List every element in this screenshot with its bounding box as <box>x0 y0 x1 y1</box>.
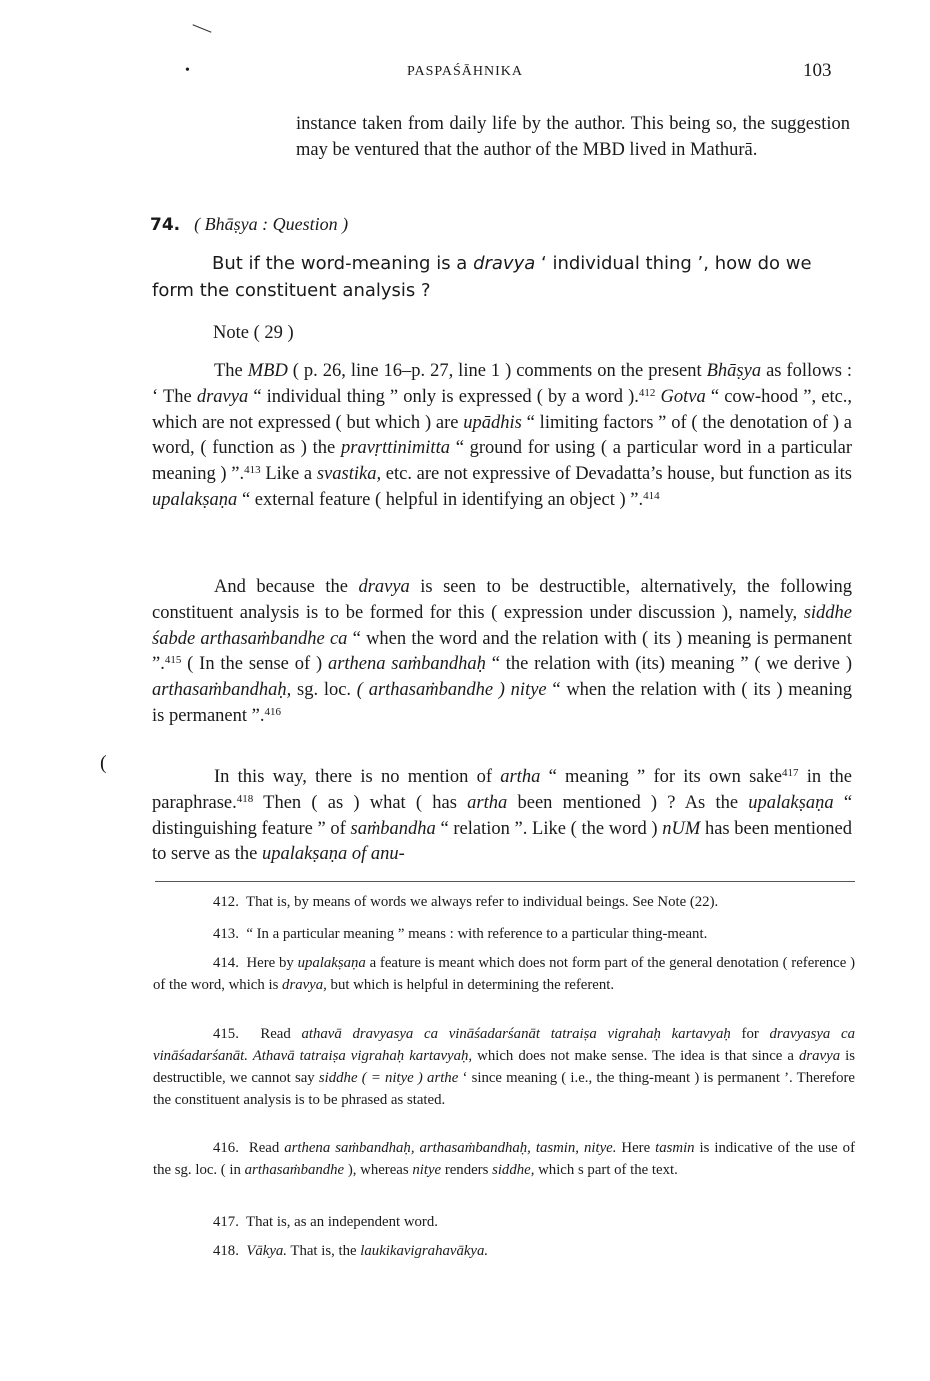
text-run: “ cow-hood ”, etc., which are not expressed ( but which ) are <box>152 386 853 433</box>
text-run: “ when the word and the relation with ( its ) meaning is permanent ”. <box>152 628 852 675</box>
text-run: upalakṣaṇa <box>152 489 238 510</box>
text-run: siddhe śabde arthasaṁbandhe ca <box>152 602 852 649</box>
footnote-ref-416: 416 <box>264 705 281 718</box>
text-run: That is, the <box>290 1243 357 1259</box>
text-run: but which is helpful in determining the referent. <box>330 977 615 993</box>
text-run: is indicative of the use of the sg. loc. ( in <box>153 1140 856 1178</box>
text-run: But if the word-meaning is a <box>212 253 468 274</box>
term-dravya: dravya <box>473 253 536 274</box>
text-run: dravya <box>196 386 249 407</box>
text-run: Gotva <box>660 386 706 407</box>
text-run: Read <box>248 1140 280 1156</box>
text-run: 415. <box>213 1026 239 1042</box>
text-run: And because the <box>214 577 348 597</box>
paragraph-paraphrase <box>152 765 852 868</box>
text-run: ), whereas <box>347 1162 409 1178</box>
text-run: nUM <box>662 818 701 839</box>
text-run: “ distinguishing feature ” of <box>152 792 853 839</box>
text-run: laukikavigrahavākya. <box>360 1243 489 1259</box>
text-run: arthena saṁbandhaḥ, arthasaṁbandhaḥ, tasmin, nitye. <box>284 1140 617 1156</box>
footnote-ref-417: 417 <box>781 767 799 779</box>
text-run: upalakṣaṇa <box>748 792 834 813</box>
text-run: dravyasya ca vināśadarśanāt. Athavā tatraiṣa vigrahaḥ kartavyaḥ, <box>153 1026 856 1064</box>
text-run: for <box>741 1026 759 1042</box>
text-run: is destructible, we cannot say <box>153 1048 856 1086</box>
footnote-415 <box>153 1023 855 1111</box>
text-run: ( In the sense of ) <box>187 654 323 675</box>
text-run: “ relation ”. Like ( the word ) <box>440 818 658 839</box>
footnote-413 <box>153 923 855 945</box>
text-run: 414. <box>213 955 239 971</box>
text-run: arthena saṁbandhaḥ <box>327 654 486 675</box>
text-run: athavā dravyasya ca vināśadarśanāt tatraiṣa vigrahaḥ kartavyaḥ <box>301 1026 731 1042</box>
text-run: “ individual thing ” only is expressed ( by a word ). <box>253 386 639 407</box>
text-run: which s part of the text. <box>538 1162 678 1178</box>
text-run: 413. <box>213 926 239 942</box>
text-run: pravṛttinimitta <box>341 438 450 459</box>
footnote-ref-412: 412 <box>638 386 656 399</box>
text-run: siddhe ( = nitye ) arthe <box>318 1070 459 1086</box>
text-run: etc. are not expressive of Devadatta’s house, but function as its <box>385 464 852 485</box>
text-run: renders <box>444 1162 489 1178</box>
paragraph-note <box>152 359 852 514</box>
text-run: 418. <box>213 1243 239 1259</box>
text-run: Read <box>260 1026 291 1042</box>
text-run: arthasaṁbandhaḥ, <box>152 680 292 701</box>
footnote-divider <box>155 881 855 882</box>
text-run: is seen to be destructible, alternatively, the following constituent analysis is to be formed for this ( expression under discussion ), namely, <box>152 577 853 623</box>
text-run: upalakṣaṇa <box>261 844 348 865</box>
bullet-mark: • <box>185 63 190 78</box>
text-run: sg. loc. <box>297 680 352 701</box>
text-run: Here by <box>246 955 294 971</box>
text-run: dravya, <box>282 977 327 993</box>
text-run: dravya <box>799 1048 841 1064</box>
text-run: which does not make sense. The idea is that since a <box>477 1048 794 1064</box>
footnote-412 <box>153 891 855 913</box>
text-run: 417. <box>213 1214 239 1230</box>
text-run: as follows : ‘ The <box>152 361 853 407</box>
text-run: MBD <box>247 361 288 381</box>
text-run: upalakṣaṇa <box>297 955 366 971</box>
stray-mark <box>193 24 212 32</box>
text-run: In this way, there is no mention of <box>214 767 492 787</box>
text-run: arthasaṁbandhe <box>244 1162 345 1178</box>
text-run: Then ( as ) what ( has <box>263 792 457 813</box>
footnote-ref-414: 414 <box>643 489 660 502</box>
text-run: “ when the relation with ( its ) meaning is permanent ”. <box>152 680 853 726</box>
text-run: Vākya. <box>246 1243 287 1259</box>
text-run: upādhis <box>463 412 522 433</box>
text-run: Here <box>621 1140 651 1156</box>
text-run: ( p. 26, line 16–p. 27, line 1 ) comments on the present <box>292 361 702 381</box>
text-run: of anu- <box>351 844 405 865</box>
text-run: nitye <box>412 1162 442 1178</box>
text-run: dravya <box>358 577 410 597</box>
page-number: 103 <box>803 60 832 81</box>
text-run: been mentioned ) ? As the <box>517 792 739 813</box>
text-run: “ ground for using ( a particular word in a particular meaning ) ”. <box>152 438 853 485</box>
footnote-417 <box>153 1211 855 1233</box>
text-run: 416. <box>213 1140 239 1156</box>
footnote-ref-418: 418 <box>236 792 254 805</box>
section-title: ( Bhāṣya : Question ) <box>194 214 349 234</box>
footnote-416 <box>153 1137 855 1181</box>
text-run: tasmin <box>655 1140 695 1156</box>
note-heading: Note ( 29 ) <box>213 323 294 343</box>
text-run: “ limiting factors ” of ( the denotation of ) a word, ( function as ) the <box>152 412 852 459</box>
text-run: “ In a particular meaning ” means : with reference to a particular thing-meant. <box>246 926 708 942</box>
text-run: Like a <box>265 464 313 485</box>
text-run: That is, by means of words we always refer to individual beings. See Note (22). <box>246 894 719 910</box>
section-heading <box>150 214 348 235</box>
text-run: in the paraphrase. <box>152 767 852 813</box>
footnote-ref-413: 413 <box>244 464 261 477</box>
text-run: artha <box>500 767 541 787</box>
text-run: a feature is meant which does not form part of the general denotation ( reference ) of the word, which is <box>153 955 856 993</box>
text-run: That is, as an independent word. <box>246 1214 438 1230</box>
footnote-414 <box>153 952 855 996</box>
text-run: saṁbandha <box>350 818 436 839</box>
text-run: has been mentioned to serve as the <box>152 818 852 865</box>
paragraph-analysis <box>152 575 852 730</box>
text-run: “ the relation with (its) meaning ” ( we derive ) <box>491 654 852 675</box>
running-title: PASPAŚĀHNIKA <box>406 64 523 79</box>
footnote-418 <box>153 1240 855 1262</box>
bhasya-question <box>152 250 852 304</box>
text-run: siddhe, <box>492 1162 535 1178</box>
text-run: 412. <box>213 894 239 910</box>
text-run: ( arthasaṁbandhe ) nitye <box>356 680 547 701</box>
section-number: 74. <box>150 215 181 235</box>
text-run: “ external feature ( helpful in identifying an object ) ”. <box>241 489 644 510</box>
text-run: ‘ since meaning ( i.e., the thing-meant ) is permanent ’. Therefore the constituent analysis is to be phrased as stated. <box>153 1070 855 1108</box>
text-run: svastika, <box>316 464 382 485</box>
text-run: “ meaning ” for its own sake <box>548 767 782 787</box>
text-run: artha <box>467 792 508 813</box>
text-run: Bhāṣya <box>706 361 762 381</box>
text-run: The <box>214 361 243 381</box>
paragraph-continuation: instance taken from daily life by the author. This being so, the suggestion may be ventured that the author of the MBD lived in Mathurā. <box>296 114 850 160</box>
text-run: ‘ individual thing ’, how do we form the constituent analysis ? <box>152 253 812 301</box>
footnote-ref-415: 415 <box>164 654 182 667</box>
margin-parenthesis: ( <box>100 752 107 774</box>
